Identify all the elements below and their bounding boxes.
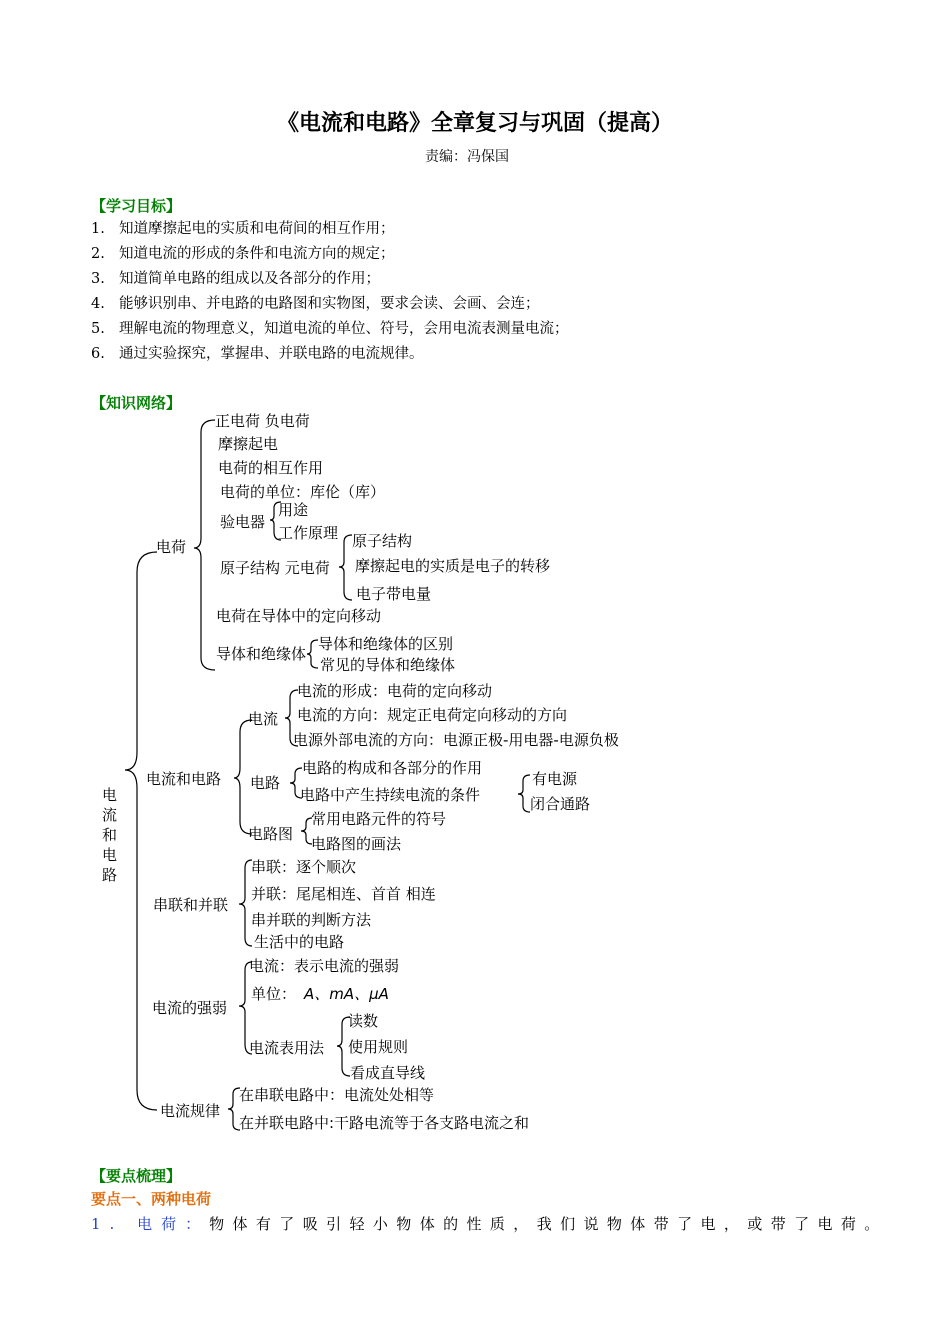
- node-item: 常用电路元件的符号: [311, 810, 447, 828]
- conditions-bracket: [518, 775, 530, 812]
- node-item: 电流的形成：电荷的定向移动: [297, 682, 493, 700]
- node-item: 在串联电路中：电流处处相等: [239, 1086, 435, 1104]
- node-item: 生活中的电路: [254, 933, 345, 951]
- node-item: 电荷在导体中的定向移动: [216, 607, 382, 625]
- node-item: 使用规则: [348, 1038, 409, 1056]
- point-one-title: 要点一、两种电荷: [91, 1190, 212, 1208]
- node-charge: 电荷: [156, 538, 187, 556]
- list-item: 1. 知道摩擦起电的实质和电荷间的相互作用；: [91, 221, 395, 237]
- node-item: 并联：尾尾相连、首首 相连: [251, 885, 436, 903]
- node-item: 电荷的单位：库伦（库）: [220, 483, 386, 501]
- node-item: 电路中产生持续电流的条件: [300, 786, 481, 804]
- node-item: 看成直导线: [350, 1064, 426, 1082]
- node-item: 用途: [278, 501, 309, 519]
- node-diagram: 电路图: [248, 825, 294, 843]
- node-item: 在并联电路中:干路电流等于各支路电流之和: [239, 1114, 530, 1132]
- node-item: 闭合通路: [530, 795, 591, 813]
- node-item: 电流的方向：规定正电荷定向移动的方向: [297, 706, 568, 724]
- node-conductor: 导体和绝缘体: [216, 645, 307, 663]
- node-current-circuit: 电流和电路: [146, 770, 222, 788]
- list-item: 2. 知道电流的形成的条件和电流方向的规定；: [91, 246, 395, 262]
- root-bracket: [125, 552, 157, 1110]
- node-item: 电源外部电流的方向：电源正极-用电器-电源负极: [293, 731, 619, 749]
- definition-text: 物体有了吸引轻小物体的性质，我们说物体带了电，或带了电荷。: [209, 1215, 888, 1233]
- node-item: 串联：逐个顺次: [251, 858, 357, 876]
- node-item: 摩擦起电: [218, 435, 279, 453]
- node-law: 电流规律: [160, 1102, 221, 1120]
- node-atom: 原子结构 元电荷: [220, 559, 330, 577]
- node-item: 正电荷 负电荷: [215, 412, 310, 430]
- node-item: 电荷的相互作用: [218, 459, 324, 477]
- section-network: 【知识网络】: [91, 394, 182, 412]
- section-keypoints: 【要点梳理】: [91, 1167, 182, 1185]
- charge-bracket: [194, 420, 215, 670]
- node-units: A、mA、μA: [304, 985, 389, 1003]
- node-item: 工作原理: [278, 524, 339, 542]
- node-item: 电路的构成和各部分的作用: [302, 759, 483, 777]
- list-item: 5. 理解电流的物理意义，知道电流的单位、符号，会用电流表测量电流；: [91, 321, 569, 337]
- conductor-bracket: [307, 640, 318, 668]
- list-item: 6. 通过实验探究，掌握串、并联电路的电流规律。: [91, 346, 424, 362]
- node-item: 常见的导体和绝缘体: [320, 656, 456, 674]
- node-item: 导体和绝缘体的区别: [318, 635, 454, 653]
- node-item: 单位：: [251, 985, 297, 1003]
- node-item: 电流：表示电流的强弱: [249, 957, 400, 975]
- node-item: 有电源: [532, 770, 578, 788]
- section-objectives: 【学习目标】: [91, 197, 182, 215]
- node-current: 电流: [248, 710, 279, 728]
- definition-line: [91, 1213, 888, 1234]
- node-series-parallel: 串联和并联: [153, 896, 229, 914]
- node-item: 读数: [348, 1012, 379, 1030]
- list-item: 4. 能够识别串、并电路的电路图和实物图，要求会读、会画、会连；: [91, 296, 540, 312]
- node-item: 串并联的判断方法: [251, 911, 372, 929]
- node-electroscope: 验电器: [220, 513, 266, 531]
- atom-bracket: [339, 535, 352, 600]
- node-strength: 电流的强弱: [152, 999, 228, 1017]
- editor-line: 责编：冯保国: [425, 149, 509, 165]
- node-meter: 电流表用法: [249, 1039, 325, 1057]
- node-item: 电子带电量: [356, 585, 432, 603]
- node-item: 电路图的画法: [311, 835, 402, 853]
- node-item: 原子结构: [352, 532, 413, 550]
- node-circuit: 电路: [250, 774, 281, 792]
- page-title: 《电流和电路》全章复习与巩固（提高）: [276, 111, 673, 136]
- list-item: 3. 知道简单电路的组成以及各部分的作用；: [91, 271, 380, 287]
- definition-term: 1. 电荷：: [91, 1215, 210, 1233]
- mindmap-root: 电 流 和 电 路: [102, 786, 118, 884]
- node-item: 摩擦起电的实质是电子的转移: [355, 557, 551, 575]
